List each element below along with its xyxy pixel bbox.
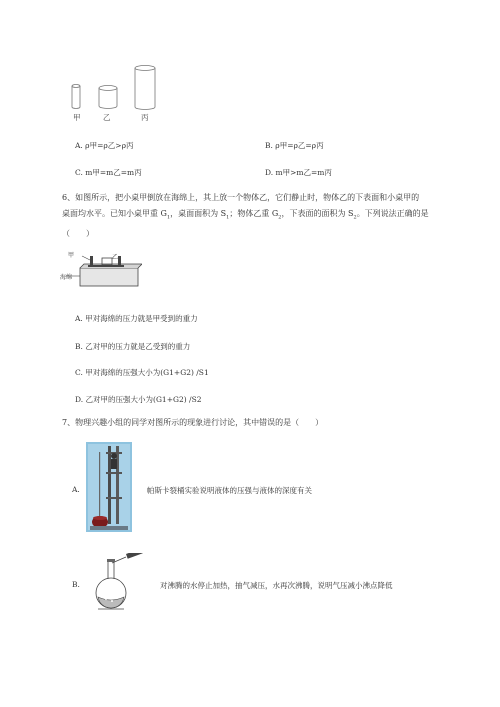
fig-label-sponge: 海绵 [60, 274, 73, 281]
q7-option-a-letter[interactable]: A. [72, 485, 80, 494]
q6-sub: 2 [278, 214, 282, 221]
q6-stem [62, 190, 492, 242]
q7-option-b-letter[interactable]: B. [72, 580, 80, 589]
q6-option-c[interactable]: C. 甲对海绵的压强大小为(G1+G2) /S1 [75, 368, 209, 377]
q5-option-b[interactable]: B. ρ甲=ρ乙=ρ丙 [265, 141, 324, 150]
flask-syringe-figure [92, 553, 152, 613]
q7-option-a-text[interactable]: 帕斯卡裂桶实验说明液体的压强与液体的深度有关 [147, 486, 312, 495]
q6-option-d[interactable]: D. 乙对甲的压强大小为(G1+G2) /S2 [75, 395, 202, 404]
q7-stem: 7、物理兴趣小组的同学对图所示的现象进行讨论，其中错误的是（ ） [62, 418, 324, 427]
pascal-barrel-photo [86, 442, 132, 532]
q6-sub: 2 [353, 214, 357, 221]
q6-line1: 6、如图所示，把小桌甲倒放在海绵上，其上放一个物体乙，它们静止时，物体乙的下表面和小桌甲的 [62, 193, 420, 202]
q6-line2-part-a: 桌面均水平。已知小桌甲重 G [62, 209, 167, 218]
q5-option-d[interactable]: D. m甲>m乙=m丙 [265, 168, 332, 177]
q6-line2-part-d: ，下表面的面积为 S [281, 209, 354, 218]
q6-line2-part-b: ，桌面面积为 S [170, 209, 227, 218]
cylinder-label-yi: 乙 [103, 113, 111, 122]
q6-line2-part-c: ；物体乙重 G [229, 209, 279, 218]
fig-label-yi: 乙 [112, 254, 119, 261]
q6-line2 [62, 206, 492, 226]
q6-sub: 1 [166, 214, 171, 221]
q6-line2-part-e: 。下列说法正确的是 [356, 209, 429, 218]
cylinder-label-jia: 甲 [73, 113, 81, 122]
q6-line3: （ ） [62, 228, 94, 238]
q6-option-a[interactable]: A. 甲对海绵的压力就是甲受到的重力 [75, 314, 198, 323]
q7-option-b-text[interactable]: 对沸腾的水停止加热，抽气减压，水再次沸腾，说明气压减小沸点降低 [160, 581, 393, 590]
q5-option-a[interactable]: A. ρ甲=ρ乙>ρ丙 [75, 141, 134, 150]
cylinder-label-bing: 丙 [141, 113, 149, 122]
q5-option-c[interactable]: C. m甲=m乙=m丙 [75, 168, 142, 177]
cylinders-figure [60, 60, 170, 120]
q6-sub: 1 [226, 214, 230, 221]
q6-option-b[interactable]: B. 乙对甲的压力就是乙受到的重力 [75, 342, 191, 351]
fig-label-jia: 甲 [68, 252, 75, 259]
